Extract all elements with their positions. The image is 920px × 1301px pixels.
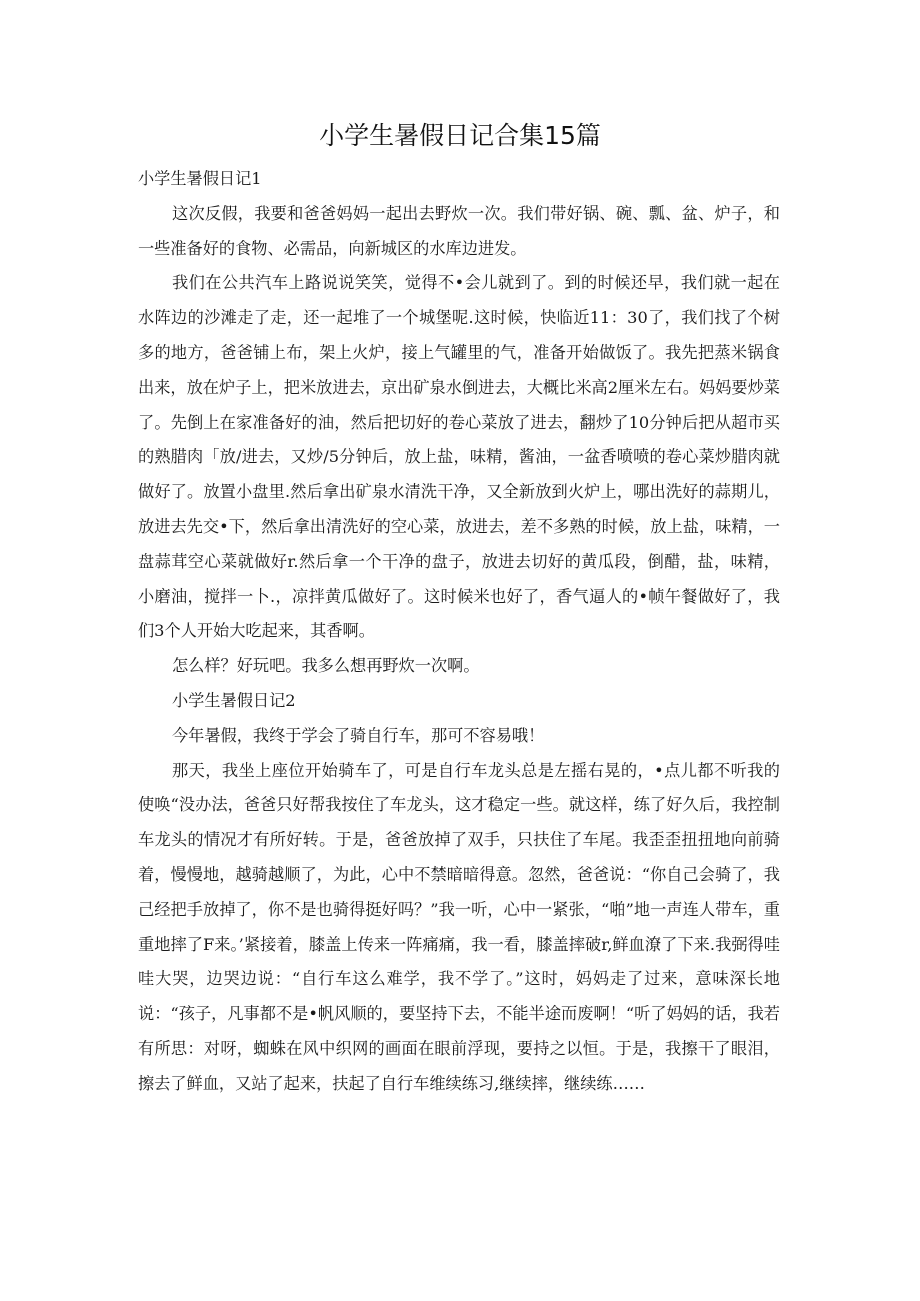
paragraph-1-1: 这次反假，我要和爸爸妈妈一起出去野炊一次。我们带好锅、碗、瓢、盆、炉子，和一些准备好的食物、必需品，向新城区的水库边进发。 — [138, 203, 780, 258]
document-body — [138, 162, 780, 1102]
section-label-2: 小学生暑假日记2 — [172, 690, 296, 710]
paragraph-2-1: 今年暑假，我终于学会了骑自行车，那可不容易哦！ — [172, 725, 545, 745]
section-label-1: 小学生暑假日记1 — [138, 169, 262, 188]
page-title: 小学生暑假日记合集15篇 — [319, 121, 601, 150]
paragraph-2-2: 那天，我坐上座位开始骑车了，可是自行车龙头总是左摇右晃的，•点儿都不听我的使唤“没办法，爸爸只好帮我按住了车龙头，这才稳定一些。就这样，练了好久后，我控制车龙头的情况才有所好转。于是，爸爸放掉了双手，只扶住了车尾。我歪歪扭扭地向前骑着，慢慢地，越骑越顺了，为此，心中不禁暗暗得意。忽然，爸爸说：“你自己会骑了，我己经把手放掉了，你不是也骑得挺好吗？”我一听，心中一紧张，“啪”地一声连人带车，重重地摔了F来。’紧接着，膝盖上传来一阵痛痛，我一看，膝盖摔破r,鲜血潦了下来.我弼得哇哇大哭，边哭边说：“自行车这么难学，我不学了。”这时，妈妈走了过来，意味深长地说：“孩子，凡事都不是•帆风顺的，要坚持下去，不能半途而废啊！“听了妈妈的话，我若有所思：对呀，蜘蛛在风中织网的画面在眼前浮现，要持之以恒。于是，我擦干了眼泪，擦去了鲜血，又站了起来，扶起了自行车维续练习,继续摔，继续练…… — [138, 760, 780, 1093]
paragraph-1-2: 我们在公共汽车上路说说笑笑，觉得不•会儿就到了。到的时候还早，我们就一起在水阵边的沙滩走了走，还一起堆了一个城堡呢.这时候，快临近11：30了，我们找了个树多的地方，爸爸铺上布，架上火炉，接上气罐里的气，准备开始做饭了。我先把蒸米锅食出来，放在炉子上，把米放进去，京出矿泉水倒进去，大概比米高2厘米左右。妈妈要炒菜了。先倒上在家准备好的油，然后把切好的卷心菜放了进去，翻炒了10分钟后把从超市买的熟腊肉「放/进去，又炒/5分钟后，放上盐，味精，酱油，一盆香喷喷的卷心菜炒腊肉就做好了。放置小盘里.然后拿出矿泉水清洗干净，又全新放到火炉上，哪出洗好的蒜期儿，放进去先交•下，然后拿出清洗好的空心菜，放进去，差不多熟的时候，放上盐，味精，一盘蒜茸空心菜就做好r.然后拿一个干净的盘子，放进去切好的黄瓜段，倒醋，盐，味精，小磨油，搅拌一卜.，凉拌黄瓜做好了。这时候米也好了，香气逼人的•帧午餐做好了，我们3个人开始大吃起来，其香啊。 — [138, 273, 780, 641]
paragraph-1-3: 怎么样？好玩吧。我多么想再野炊一次啊。 — [172, 656, 480, 676]
